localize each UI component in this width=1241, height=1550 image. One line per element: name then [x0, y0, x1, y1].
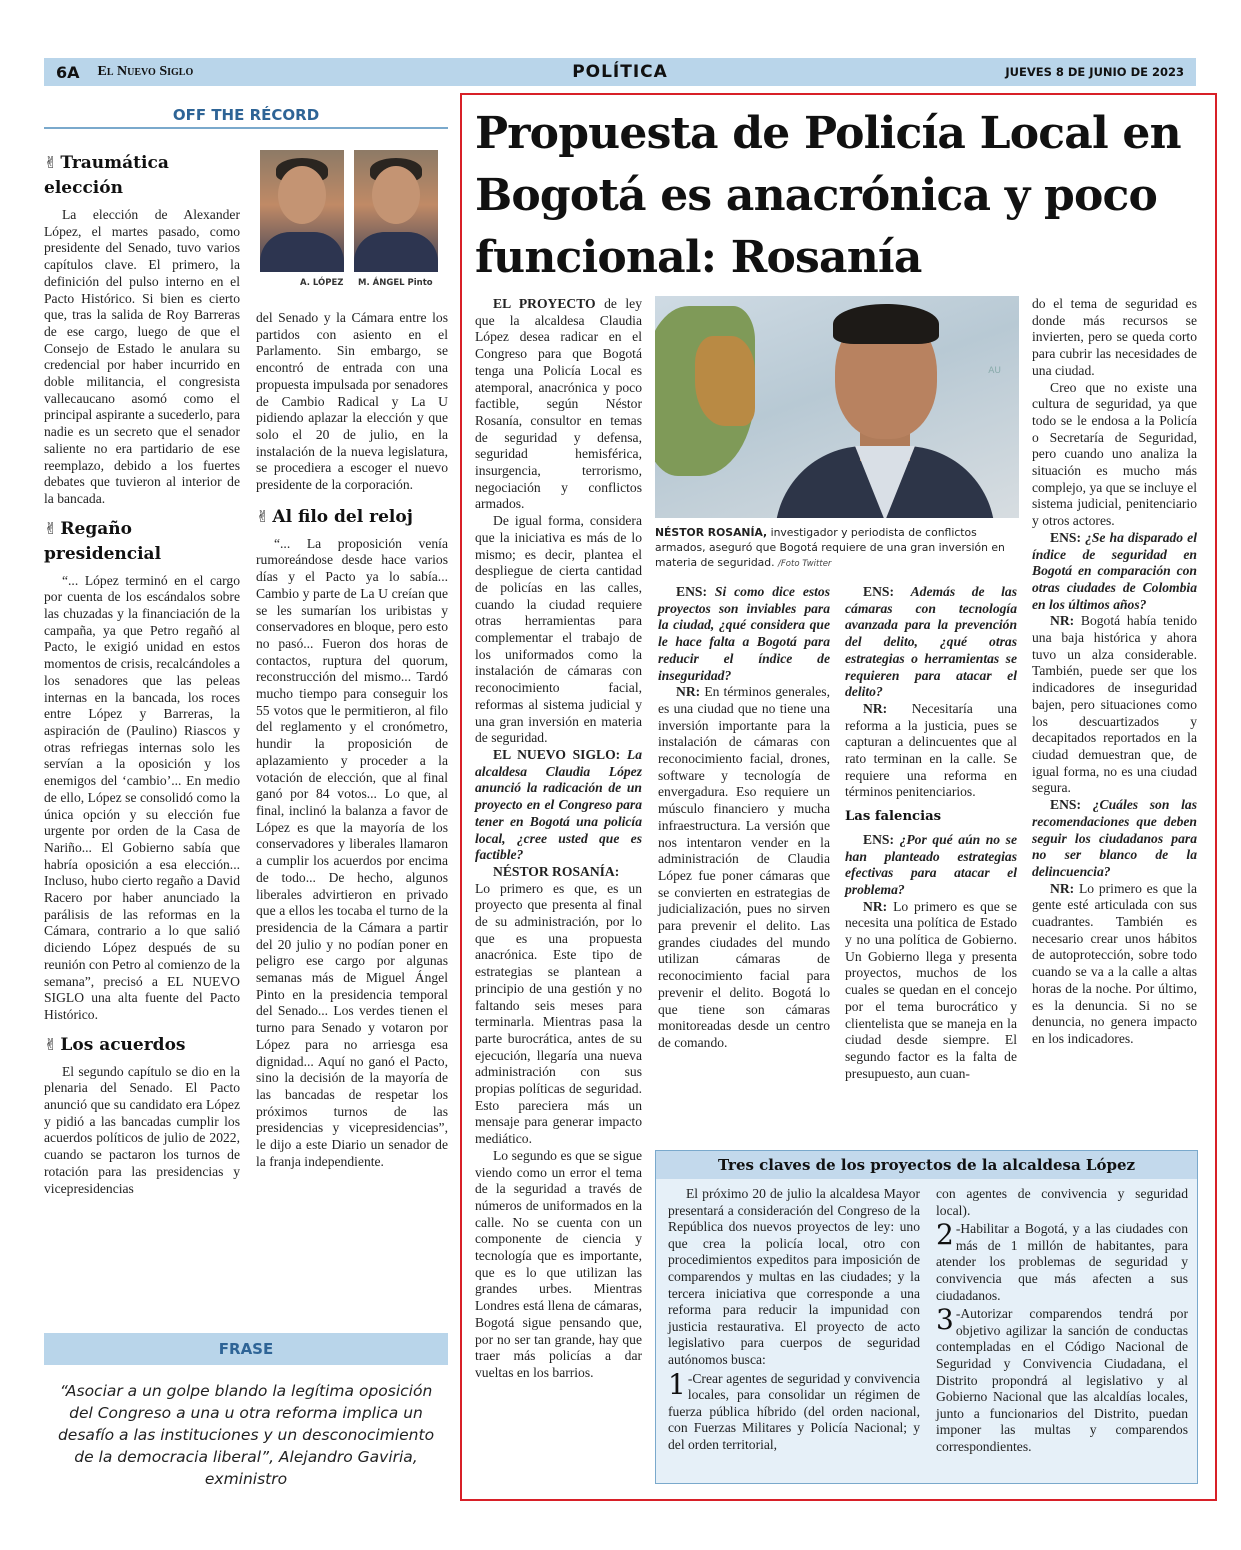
question: Además de las cámaras con tecnología avanzada para la prevención del delito, ¿qué otras estrategias o herramientas se requieren para atacar el delito? — [845, 584, 1017, 700]
kicker-al-filo — [256, 504, 448, 530]
sidebar-column-1 — [44, 146, 240, 1197]
key-item-1-continued: con agentes de convivencia y seguridad local). — [936, 1186, 1188, 1218]
photo-alexander-lopez — [260, 150, 344, 272]
kicker-acuerdos — [44, 1032, 240, 1058]
answer: En términos generales, es una ciudad que no tiene una inversión importante para la instalación de cámaras con reconocimiento facial, drones, software y tecnología de envergadura. Eso requiere un músculo financiero y mucha infraestructura. La versión que nos intentaron vender en la administración de Claudia López fue poner cámaras que se convierten en estrategias de judicialización, pues no sirven para prevenir el delito. Las grandes ciudades del mundo utilizan cámaras de reconocimiento facial para prevenir el delito. Bogotá lo que tiene son cámaras monitoreadas desde un centro de comando. — [658, 684, 830, 1050]
caption-text: investigador y periodista de conflictos armados, aseguró que Bogotá requiere de una gran inversión en materia de seguridad. — [655, 526, 1005, 569]
page-header — [44, 58, 1196, 86]
question: ¿Por qué aún no se han planteado estrategias efectivas para atacar el problema? — [845, 831, 1017, 897]
off-the-record-title: OFF THE RÉCORD — [44, 101, 448, 129]
answer: Lo primero es que, es un proyecto que presenta al final de su administración, por lo que es una propuesta anacrónica. Este tipo de estrategias se plantean a principio de una gestión y no faltando seis meses para terminarla. Mientras pasa la parte burocrática, antes de su ejecución, llegaría una nueva administración con sus propias políticas de seguridad. Esto pareciera más un mensaje para generar impacto mediático. — [475, 880, 642, 1147]
key-text: -Crear agentes de seguridad y convivencia locales, para consolidar un régimen de fuerza pública híbrido (del orden nacional, con Fuerzas Militares y Policía Nacional; y del orden territorial, — [668, 1370, 920, 1452]
article-paragraph: de ley que la alcaldesa Claudia López desea radicar en el Congreso para que Bogotá tenga una Policía Local es atemporal, anacrónica y poco factible, según Néstor Rosanía, consultor en temas de seguridad y defensa, seguridad hemisférica, insurgencia, terrorismo, negociación y conflictos armados. — [475, 296, 643, 512]
key-number: 2 — [936, 1218, 954, 1252]
kicker-traumatica — [44, 150, 240, 201]
interviewee-label: NR: — [863, 898, 888, 914]
interviewee-label: NR: — [676, 684, 701, 700]
interviewer-label: ENS: — [1050, 797, 1081, 813]
article-headline: Propuesta de Policía Local en Bogotá es anacrónica y poco funcional: Rosanía — [475, 108, 1181, 283]
answer: Necesitaría una reforma a la justicia, pues se capturan a delincuentes que al rato terminan en la calle. Se requiere una reforma en términos penitenciarios. — [845, 700, 1017, 800]
interviewer-label: ENS: — [863, 584, 894, 599]
answer: Lo primero es que se necesita una política de Estado y no una política de Gobierno. Un Gobierno llega y presenta proyectos, muchos de los cuales se quedan en el concejo por el tema burocrático y clientelista que se maneja en la ciudad desde siempre. El segundo factor es la falta de presupuesto, aun cuan- — [845, 898, 1017, 1081]
kicker-text: Al filo del reloj — [272, 506, 413, 527]
interviewee-label: NÉSTOR ROSANÍA: — [493, 863, 620, 879]
key-text: -Autorizar comparendos tendrá por objetivo agilizar la sanción de conductas contempladas en el Código Nacional de Seguridad y Convivencia Ciudadana, el Distrito propondrá al legislativo y al Gobierno Nacional que las alcaldías locales, junto a funcionarios del Distrito, puedan imponer las multas y comparendos correspondientes. — [936, 1306, 1188, 1454]
article-paragraph: De igual forma, considera que la iniciativa es más de lo mismo; es decir, plantea el despliegue de cierta cantidad de policías en las calles, cuando la ciudad requiere otras herramientas para complementar el trabajo de los uniformados como la instalación de cámaras con reconocimiento facial, reformas al sistema judicial y una gran inversión en materia de seguridad. — [475, 513, 642, 746]
question: ¿Se ha disparado el índice de seguridad en Bogotá en comparación con otras ciudades de Colombia en los últimos años? — [1032, 529, 1197, 612]
article-column-4 — [1032, 296, 1197, 1048]
sidebar-paragraph: “... López terminó en el cargo por cuenta de los escándalos sobre las chuzadas y la financiación de la campaña, ya que Petro regañó al Pacto, le exigió unidad en estos momentos de crisis, recalcándoles a los senadores que las peleas internas en la bancada, los roces entre López y Barreras, la aspiración de (Paulino) Riascos y otras refriegas internas solo les servían a la oposición y los enemigos del ‘cambio’... En medio de ello, López se consolidó como la única opción y su elección fue urgente por orden de la Casa de Nariño... El Gobierno sabía que habría oposición a esa elección... Incluso, hubo cierto regaño a David Racero por haber anunciado la parálisis de las reformas en la Cámara, contrario a lo que salió diciendo López después de su reunión con Petro al comienzo de la semana”, precisó a EL NUEVO SIGLO una alta fuente del Pacto Histórico. — [44, 572, 240, 1022]
photo-credit: /Foto Twitter — [778, 559, 832, 569]
interviewer-label: ENS: — [676, 584, 707, 599]
photo-miguel-angel-pinto — [354, 150, 438, 272]
nestor-rosania-photo: AU — [655, 296, 1019, 518]
interviewee-label: NR: — [1050, 880, 1075, 896]
article-column-2 — [658, 584, 830, 1052]
interviewee-label: NR: — [863, 700, 888, 716]
interviewer-label: ENS: — [863, 831, 894, 847]
photo-caption-left: A. LÓPEZ — [300, 278, 344, 288]
victory-hand-icon: ✌ — [44, 518, 58, 538]
key-item-3 — [936, 1303, 1188, 1455]
article-column-1 — [475, 296, 642, 1382]
article-column-3 — [845, 584, 1017, 1082]
kicker-text: Traumática elección — [44, 153, 169, 198]
sidebar-paragraph: “... La proposición venía rumoreándose desde hace varios días y el Pacto ya lo sabía... Cambio y parte de La U creían que se les sumarían los uribistas y conservadores en bloque, pero esto no pasó... Fueron dos horas de contactos, ruptura del quorum, reconstrucción del mismo... Tardó mucho tiempo para conseguir los 55 votos que le permitieron, al filo del reglamento y el cronómetro, hundir la proposición de aplazamiento y proceder a la votación de elección, que al final ganó por 84 votos... Lo que, al final, inclinó la balanza a favor de López es que la mayoría de los conservadores y liberales llamaron a cumplir los acuerdos por encima de todo... De hecho, algunos liberales advirtieron en privado que a ellos les tocaba el turno de la presidencia de la Cámara a partir del 20 julio y no podían poner en peligro ese cargo por algunas semanas más de Miguel Ángel Pinto en la presidencia temporal del Senado... Los verdes tienen el turno para Senado y votaron por López para no arriesga esa dignidad... Aquí no ganó el Pacto, sino la decisión de la mayoría de las bancadas de respetar los próximos turnos de las presidencias y vicepresidencias”, le dijo a este Diario un senador de la franja independiente. — [256, 535, 448, 1169]
sidebar-photos — [258, 150, 448, 300]
article-paragraph: do el tema de seguridad es donde más recursos se invierten, pero se queda corto para cubrir las necesidades de una ciudad. — [1032, 296, 1197, 378]
lead-in: EL PROYECTO — [493, 296, 596, 311]
sidebar-paragraph: La elección de Alexander López, el martes pasado, como presidente del Senado, tuvo varios capítulos clave. El primero, la definición del pulso interno en el Pacto Histórico. Si bien es cierto que, tras la salida de Roy Barreras de ese cargo, luego de que el Consejo de Estado le anulara su credencial por haber incurrido en doble militancia, el congresista vallecaucano asomó como el principal aspirante a sucederlo, para nadie es un secreto que el senador saliente no era partidario de ese reemplazo, debido a los fuertes debates que tuvieron al interior de la bancada. — [44, 207, 240, 506]
subheading: Las falencias — [845, 809, 942, 825]
photo-caption-right: M. ÁNGEL Pinto — [358, 278, 433, 288]
keys-column-1 — [668, 1186, 920, 1454]
question: Si como dice estos proyectos son inviables para la ciudad, ¿qué considera que le hace falta a Bogotá para reducir el índice de inseguridad? — [658, 584, 831, 683]
kicker-text: Los acuerdos — [60, 1034, 186, 1055]
interviewer-label: ENS: — [1050, 529, 1081, 545]
caption-name: NÉSTOR ROSANÍA, — [655, 526, 768, 539]
question: La alcaldesa Claudia López anunció la radicación de un proyecto en el Congreso para tener en Bogotá una policía local, ¿cree usted que es factible? — [475, 746, 642, 863]
keys-intro: El próximo 20 de julio la alcaldesa Mayor presentará a consideración del Congreso de la República dos nuevos proyectos de ley: uno que crea la policía local, otro con procedimientos expeditos para imposición de comparendos y multas en las ciudades; y la tercera iniciativa que corresponde a una reforma para reducir la impunidad con justicia restaurativa. El proyecto de acto legislativo para cuerpos de seguridad autónomos busca: — [668, 1186, 920, 1367]
victory-hand-icon: ✌ — [256, 506, 270, 526]
answer: Bogotá había tenido una baja histórica y ahora tuvo un alza considerable. También, puede ser que los indicadores de inseguridad bajen, pero situaciones como los descuartizados y decapitados reportados en la ciudad demuestran que, de igual forma, no es una ciudad segura. — [1032, 613, 1197, 796]
answer: Lo primero es que la gente esté articulada con sus cuadrantes. También es necesario crear unos hábitos de autoprotección, sobre todo cuando se va a la calle a altas horas de la noche. Por último, es la denuncia. Si no se denuncia, no genera impacto en los indicadores. — [1032, 880, 1197, 1046]
question: ¿Cuáles son las recomendaciones que deben seguir los ciudadanos para no ser blanco de la delincuencia? — [1032, 797, 1197, 879]
article-paragraph: Creo que no existe una cultura de seguridad, ya que todo se le endosa a la Policía o Secretaría de Seguridad, pero cuando uno analiza la situación es mucho más complejo, ya que se incluye el sistema judicial, penitenciario y otros actores. — [1032, 379, 1197, 529]
publication-name: El Nuevo Siglo — [97, 64, 194, 79]
victory-hand-icon: ✌ — [44, 153, 58, 172]
victory-hand-icon: ✌ — [44, 1034, 58, 1054]
interviewer-label: EL NUEVO SIGLO: — [493, 746, 621, 762]
page-number: 6A — [56, 62, 80, 82]
interviewee-label: NR: — [1050, 613, 1075, 629]
frase-title: FRASE — [44, 1333, 448, 1365]
kicker-regano — [44, 516, 240, 567]
key-item-2 — [936, 1218, 1188, 1304]
key-item-1 — [668, 1367, 920, 1454]
sidebar-paragraph: del Senado y la Cámara entre los partidos con asiento en el Parlamento. Sin embargo, se encontró de entrada con una propuesta impulsada por senadores de Cambio Radical y La U pidiendo aplazar la elección y que solo el 20 de julio, en la instalación de la nueva legislatura, se procediera a escoger el nuevo presidente de la corporación. — [256, 310, 448, 493]
sidebar-column-2 — [256, 310, 448, 1170]
three-keys-title: Tres claves de los proyectos de la alcaldesa López — [656, 1151, 1197, 1179]
sidebar-paragraph: El segundo capítulo se dio en la plenaria del Senado. El Pacto anunció que su candidato era López y pidió a las bancadas cumplir los acuerdos políticos de julio de 2022, cuando se pactaron los turnos de rotación para las presidencias y vicepresidencias — [44, 1063, 240, 1196]
issue-date: JUEVES 8 DE JUNIO DE 2023 — [1005, 65, 1184, 79]
key-number: 3 — [936, 1303, 954, 1337]
key-number: 1 — [668, 1367, 686, 1401]
article-paragraph: Lo segundo es que se sigue viendo como un error el tema de la seguridad a través de números de uniformados en la calle. No se cuenta con un componente de ciencia y tecnología que es importante, que es lo que utilizan las grandes urbes. Mientras Londres está llena de cámaras, Bogotá sigue pensando que, por no ser tan grande, hay que traer más policías a dar vueltas en los barrios. — [475, 1147, 642, 1380]
key-text: -Habilitar a Bogotá, y a las ciudades con más de 1 millón de habitantes, para atender los problemas de seguridad y convivencia que más afecten a sus ciudadanos. — [936, 1221, 1188, 1303]
kicker-text: Regaño presidencial — [44, 518, 162, 564]
photo-caption — [655, 525, 1019, 572]
section-title: POLÍTICA — [572, 62, 668, 82]
featured-quote: “Asociar a un golpe blando la legítima oposición del Congreso a una u otra reforma implica un desafío a las instituciones y un desconocimiento de la democracia liberal”, Alejandro Gaviria, exministro — [57, 1382, 435, 1488]
keys-column-2 — [936, 1186, 1188, 1456]
